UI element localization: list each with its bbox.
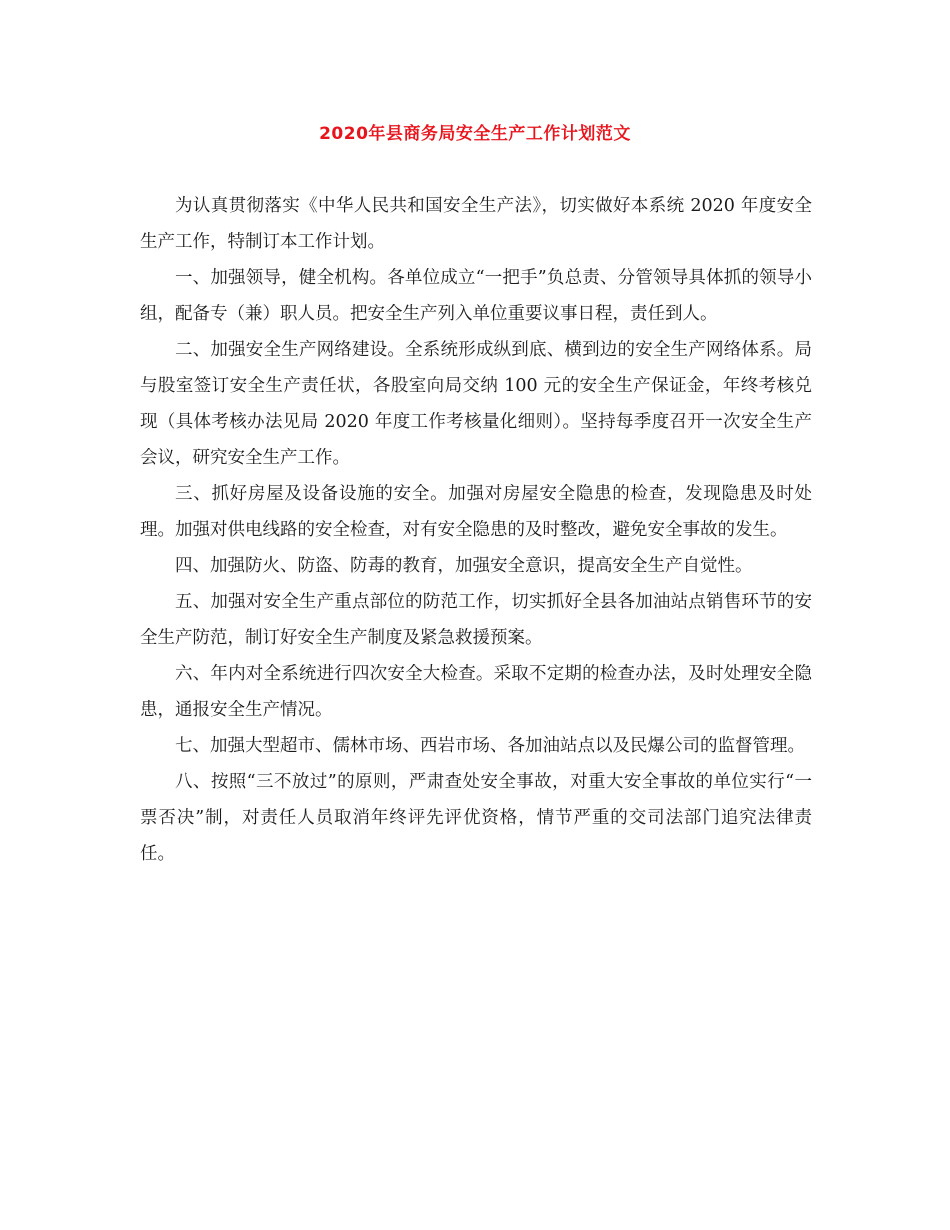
paragraph-item-5: 五、加强对安全生产重点部位的防范工作，切实抓好全县各加油站点销售环节的安全生产防范，制订好安全生产制度及紧急救援预案。 (140, 592, 812, 648)
paragraph-item-3: 三、抓好房屋及设备设施的安全。加强对房屋安全隐患的检查，发现隐患及时处理。加强对供电线路的安全检查，对有安全隐患的及时整改，避免安全事故的发生。 (140, 484, 812, 540)
document-title: 2020年县商务局安全生产工作计划范文 (319, 124, 631, 144)
paragraph-item-2: 二、加强安全生产网络建设。全系统形成纵到底、横到边的安全生产网络体系。局与股室签订安全生产责任状，各股室向局交纳 100 元的安全生产保证金，年终考核兑现（具体考核办法见局 2020 年度工作考核量化细则）。坚持每季度召开一次安全生产会议，研究安全生产工作。 (140, 340, 812, 468)
paragraph-item-6: 六、年内对全系统进行四次安全大检查。采取不定期的检查办法，及时处理安全隐患，通报安全生产情况。 (140, 664, 812, 720)
paragraph-item-1: 一、加强领导，健全机构。各单位成立“一把手”负总责、分管领导具体抓的领导小组，配备专（兼）职人员。把安全生产列入单位重要议事日程，责任到人。 (140, 268, 812, 324)
paragraph-item-8: 八、按照“三不放过”的原则，严肃查处安全事故，对重大安全事故的单位实行“一票否决”制，对责任人员取消年终评先评优资格，情节严重的交司法部门追究法律责任。 (140, 772, 812, 864)
document-body (140, 188, 812, 872)
paragraph-item-4: 四、加强防火、防盗、防毒的教育，加强安全意识，提高安全生产自觉性。 (175, 556, 753, 576)
paragraph-item-7: 七、加强大型超市、儒林市场、西岩市场、各加油站点以及民爆公司的监督管理。 (175, 736, 805, 756)
paragraph-intro: 为认真贯彻落实《中华人民共和国安全生产法》，切实做好本系统 2020 年度安全生产工作，特制订本工作计划。 (140, 196, 812, 252)
